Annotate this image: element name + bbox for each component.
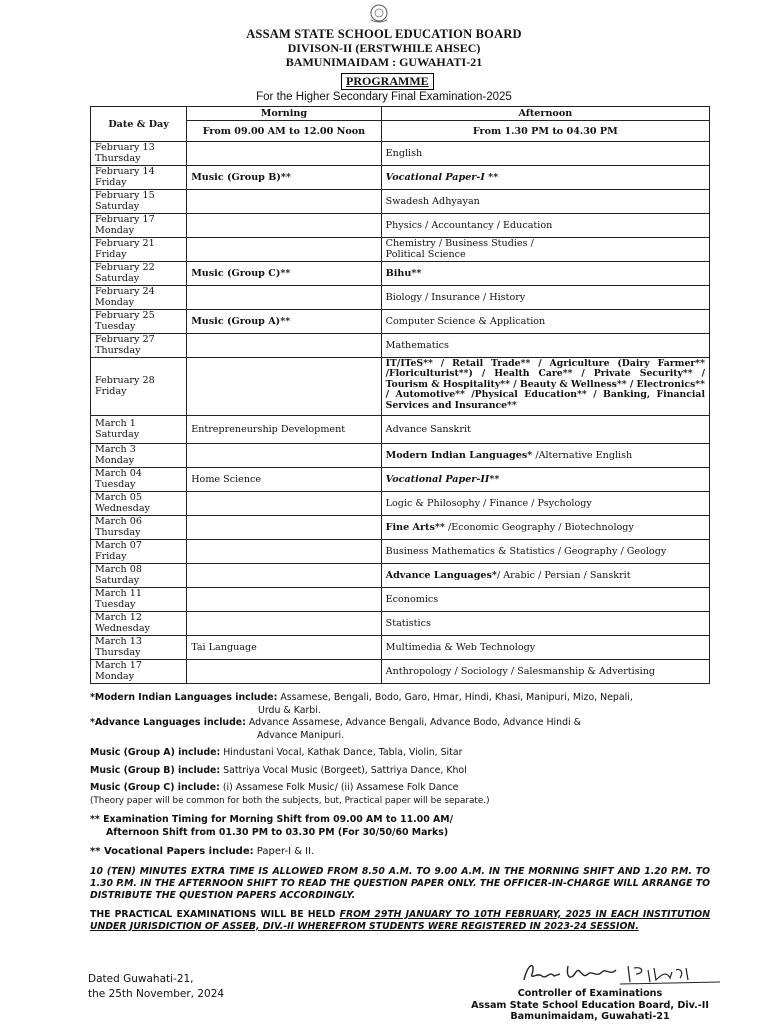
- row-date: March 08 Saturday: [91, 564, 187, 588]
- exam-subtitle: For the Higher Secondary Final Examination-2025: [256, 91, 512, 103]
- row-morning: [187, 492, 381, 516]
- col-header-afternoon: Afternoon: [381, 107, 709, 121]
- row-morning: [187, 540, 381, 564]
- table-row: [91, 416, 710, 444]
- row-afternoon: Economics: [381, 588, 709, 612]
- row-afternoon: Modern Indian Languages* /Alternative English: [381, 444, 709, 468]
- note-group-a: Music (Group A) include: Hindustani Vocal, Kathak Dance, Tabla, Violin, Sitar: [90, 747, 463, 758]
- table-row: [91, 540, 710, 564]
- row-afternoon: Chemistry / Business Studies / Political Science: [381, 238, 709, 262]
- note-extra-time: 10 (TEN) MINUTES EXTRA TIME IS ALLOWED FROM 8.50 A.M. TO 9.00 A.M. IN THE MORNING SHIFT AND 1.20 P.M. TO 1.30 P.M. IN THE AFTERNOON SHIFT TO READ THE QUESTION PAPER ONLY. THE OFFICER-IN-CHARGE WILL ARRANGE TO DISTRIBUTE THE QUESTION PAPERS ACCORDINGLY.: [90, 865, 710, 901]
- row-afternoon: Advance Sanskrit: [381, 416, 709, 444]
- row-afternoon: Mathematics: [381, 334, 709, 358]
- row-morning: Music (Group B)**: [187, 166, 381, 190]
- table-row: [91, 142, 710, 166]
- row-date: March 11 Tuesday: [91, 588, 187, 612]
- row-morning: [187, 142, 381, 166]
- row-morning: [187, 516, 381, 540]
- table-row: [91, 516, 710, 540]
- row-morning: Entrepreneurship Development: [187, 416, 381, 444]
- row-afternoon: Multimedia & Web Technology: [381, 636, 709, 660]
- table-row: [91, 660, 710, 684]
- row-morning: [187, 190, 381, 214]
- row-morning: [187, 358, 381, 416]
- row-date: March 3 Monday: [91, 444, 187, 468]
- row-afternoon: Vocational Paper-II**: [381, 468, 709, 492]
- row-afternoon: Fine Arts** /Economic Geography / Biotechnology: [381, 516, 709, 540]
- table-row: [91, 166, 710, 190]
- programme-title: PROGRAMME: [341, 73, 434, 90]
- row-morning: [187, 588, 381, 612]
- table-row: [91, 238, 710, 262]
- note-mil: *Modern Indian Languages include: Assamese, Bengali, Bodo, Garo, Hmar, Hindi, Khasi, Manipuri, Mizo, Nepali,: [90, 692, 633, 703]
- row-afternoon: Biology / Insurance / History: [381, 286, 709, 310]
- row-date: March 1 Saturday: [91, 416, 187, 444]
- dated-block: Dated Guwahati-21, the 25th November, 2024: [88, 973, 225, 1000]
- signature-icon: [520, 958, 740, 988]
- controller-block: Controller of Examinations Assam State School Education Board, Div.-II Bamunimaidam, Guwahati-21: [471, 988, 709, 1022]
- board-emblem-icon: [366, 2, 392, 24]
- afternoon-time: From 1.30 PM to 04.30 PM: [381, 121, 709, 142]
- row-date: March 13 Thursday: [91, 636, 187, 660]
- table-row: [91, 612, 710, 636]
- row-morning: Tai Language: [187, 636, 381, 660]
- note-group-c-detail: (Theory paper will be common for both the subjects, but, Practical paper will be separate.): [90, 795, 490, 806]
- row-date: February 27 Thursday: [91, 334, 187, 358]
- row-date: March 06 Thursday: [91, 516, 187, 540]
- table-row: [91, 636, 710, 660]
- note-practical: THE PRACTICAL EXAMINATIONS WILL BE HELD FROM 29TH JANUARY TO 10TH FEBRUARY, 2025 IN EACH INSTITUTION UNDER JURISDICTION OF ASSEB, DIV.-II WHEREFROM STUDENTS WERE REGISTERED IN 2023-24 SESSION.: [90, 908, 710, 932]
- row-afternoon: English: [381, 142, 709, 166]
- note-adv: *Advance Languages include: Advance Assamese, Advance Bengali, Advance Bodo, Advance Hindi &: [90, 717, 581, 728]
- row-date: February 28 Friday: [91, 358, 187, 416]
- table-row: [91, 310, 710, 334]
- row-morning: [187, 564, 381, 588]
- table-row: [91, 214, 710, 238]
- note-vocational: ** Vocational Papers include: Paper-I & II.: [90, 846, 315, 857]
- note-timing: ** Examination Timing for Morning Shift from 09.00 AM to 11.00 AM/: [90, 814, 453, 825]
- row-date: March 12 Wednesday: [91, 612, 187, 636]
- board-address: BAMUNIMAIDAM : GUWAHATI-21: [285, 55, 483, 69]
- row-afternoon: Swadesh Adhyayan: [381, 190, 709, 214]
- row-afternoon: Statistics: [381, 612, 709, 636]
- division-name: DIVISON-II (ERSTWHILE AHSEC): [287, 41, 481, 55]
- row-morning: Music (Group C)**: [187, 262, 381, 286]
- row-morning: [187, 334, 381, 358]
- row-date: February 13 Thursday: [91, 142, 187, 166]
- row-date: February 21 Friday: [91, 238, 187, 262]
- table-row: [91, 564, 710, 588]
- row-afternoon: Vocational Paper-I **: [381, 166, 709, 190]
- table-row: [91, 190, 710, 214]
- row-date: February 25 Tuesday: [91, 310, 187, 334]
- row-afternoon: Bihu**: [381, 262, 709, 286]
- row-date: March 04 Tuesday: [91, 468, 187, 492]
- row-date: March 17 Monday: [91, 660, 187, 684]
- row-date: February 22 Saturday: [91, 262, 187, 286]
- row-date: February 15 Saturday: [91, 190, 187, 214]
- exam-schedule-table: [90, 106, 710, 684]
- row-afternoon: Business Mathematics & Statistics / Geography / Geology: [381, 540, 709, 564]
- row-date: February 24 Monday: [91, 286, 187, 310]
- row-date: March 05 Wednesday: [91, 492, 187, 516]
- row-afternoon: Anthropology / Sociology / Salesmanship & Advertising: [381, 660, 709, 684]
- morning-time: From 09.00 AM to 12.00 Noon: [187, 121, 381, 142]
- notes-section: *Modern Indian Languages include: Assamese, Bengali, Bodo, Garo, Hmar, Hindi, Khasi, Manipuri, Mizo, Nepali, Urdu & Karbi. *Advance Languages include: Advance Assamese, Advance Bengali, Advance Bodo, Advance Hindi & Advance Manipuri. Music (Group A) include: Hindustani Vocal, Kathak Dance, Tabla, Violin, Sitar Music (Group B) include: Sattriya Vocal Music (Borgeet), Sattriya Dance, Khol Music (Group C) include: (i) Assamese Folk Music/ (ii) Assamese Folk Dance (Theory paper will be common for both the subjects, but, Practical paper will be separate.) ** Examination Timing for Morning Shift from 09.00 AM to 11.00 AM/ Afternoon Shift from 01.30 PM to 03.30 PM (For 30/50/60 Marks) ** Vocational Papers include: Paper-I & II. 10 (TEN) MINUTES EXTRA TIME IS ALLOWED FROM 8.50 A.M. TO 9.00 A.M. IN THE MORNING SHIFT AND 1.20 P.M. TO 1.30 P.M. IN THE AFTERNOON SHIFT TO READ THE QUESTION PAPER ONLY. THE OFFICER-IN-CHARGE WILL ARRANGE TO DISTRIBUTE THE QUESTION PAPERS ACCORDINGLY. THE PRACTICAL EXAMINATIONS WILL BE HELD FROM 29TH JANUARY TO 10TH FEBRUARY, 2025 IN EACH INSTITUTION UNDER JURISDICTION OF ASSEB, DIV.-II WHEREFROM STUDENTS WERE REGISTERED IN 2023-24 SESSION.: [90, 692, 710, 932]
- row-date: March 07 Friday: [91, 540, 187, 564]
- row-date: February 17 Monday: [91, 214, 187, 238]
- board-name: ASSAM STATE SCHOOL EDUCATION BOARD: [246, 27, 522, 41]
- row-morning: [187, 444, 381, 468]
- row-afternoon: Physics / Accountancy / Education: [381, 214, 709, 238]
- row-morning: [187, 660, 381, 684]
- row-morning: Music (Group A)**: [187, 310, 381, 334]
- table-row: [91, 358, 710, 416]
- row-morning: Home Science: [187, 468, 381, 492]
- table-row: [91, 444, 710, 468]
- table-row: [91, 262, 710, 286]
- row-afternoon: Logic & Philosophy / Finance / Psychology: [381, 492, 709, 516]
- row-afternoon: Advance Languages*/ Arabic / Persian / Sanskrit: [381, 564, 709, 588]
- note-group-c: Music (Group C) include: (i) Assamese Folk Music/ (ii) Assamese Folk Dance: [90, 782, 459, 793]
- row-afternoon: IT/ITeS** / Retail Trade** / Agriculture (Dairy Farmer** /Floriculturist**) / Health Care** / Private Security** / Tourism & Hospitality** / Beauty & Wellness** / Electronics** / Automotive** /Physical Education** / Banking, Financial Services and Insurance**: [381, 358, 709, 416]
- col-header-date: Date & Day: [91, 107, 187, 142]
- table-row: [91, 492, 710, 516]
- row-morning: [187, 214, 381, 238]
- row-morning: [187, 612, 381, 636]
- row-afternoon: Computer Science & Application: [381, 310, 709, 334]
- table-row: [91, 286, 710, 310]
- col-header-morning: Morning: [187, 107, 381, 121]
- table-row: [91, 468, 710, 492]
- table-row: [91, 588, 710, 612]
- row-morning: [187, 238, 381, 262]
- row-date: February 14 Friday: [91, 166, 187, 190]
- table-row: [91, 334, 710, 358]
- note-group-b: Music (Group B) include: Sattriya Vocal Music (Borgeet), Sattriya Dance, Khol: [90, 764, 467, 776]
- row-morning: [187, 286, 381, 310]
